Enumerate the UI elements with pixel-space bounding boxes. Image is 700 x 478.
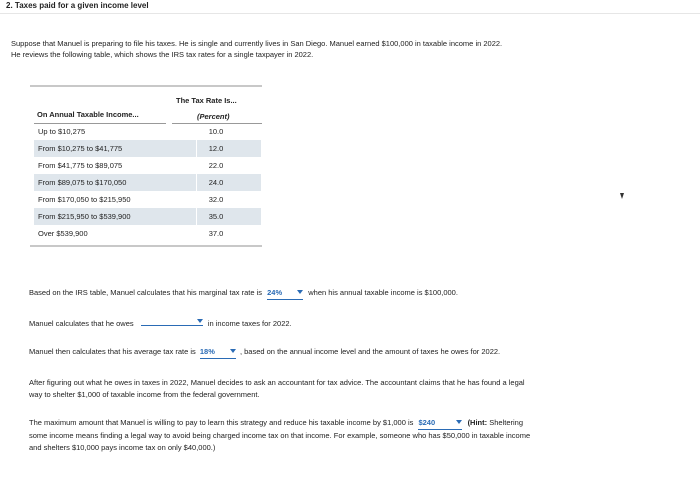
marginal-rate-selected: 24% <box>267 288 283 297</box>
willingness-to-pay-question <box>29 417 609 454</box>
q2-text-after: in income taxes for 2022. <box>207 319 292 328</box>
table-row <box>34 191 261 208</box>
tax-rate: 32.0 <box>208 195 224 204</box>
hint-label: (Hint: <box>467 418 488 427</box>
mouse-cursor-icon <box>620 193 624 199</box>
q1-text-after: when his annual taxable income is $100,000. <box>308 288 458 297</box>
income-range: Over $539,900 <box>38 229 88 238</box>
q3-text-before: Manuel then calculates that his average tax rate is <box>29 347 196 356</box>
table-row <box>34 174 261 191</box>
table-row <box>34 225 261 242</box>
q1-text-before: Based on the IRS table, Manuel calculates that his marginal tax rate is <box>29 288 263 297</box>
hint-line-3: and shelters $10,000 pays income tax on only $40,000.) <box>29 443 216 452</box>
marginal-rate-question <box>29 287 458 300</box>
table-top-rule <box>30 85 262 87</box>
column-divider <box>196 208 197 225</box>
average-rate-question <box>29 346 500 359</box>
average-rate-selected: 18% <box>199 347 215 356</box>
q3-text-after: , based on the annual income level and the amount of taxes he owes for 2022. <box>239 347 501 356</box>
tax-rate: 12.0 <box>208 144 224 153</box>
taxes-owed-dropdown[interactable] <box>141 316 203 326</box>
table-row <box>34 157 261 174</box>
intro-line-1: Suppose that Manuel is preparing to file his taxes. He is single and currently lives in San Diego. Manuel earned $100,000 in taxable income in 2022. <box>11 39 503 48</box>
chevron-down-icon <box>297 290 303 294</box>
tax-rate: 37.0 <box>208 229 224 238</box>
table-row <box>34 208 261 225</box>
tax-rate: 10.0 <box>208 127 224 136</box>
marginal-rate-dropdown[interactable] <box>267 287 303 300</box>
column-divider <box>196 174 197 191</box>
hint-text: Sheltering <box>489 418 524 427</box>
table-row <box>34 140 261 157</box>
chevron-down-icon <box>197 319 203 323</box>
chevron-down-icon <box>456 420 462 424</box>
income-column-header: On Annual Taxable Income... <box>37 110 139 119</box>
q2-text-before: Manuel calculates that he owes <box>29 319 134 328</box>
q5-text-before: The maximum amount that Manuel is willing to pay to learn this strategy and reduce his taxable income by $1,000 is <box>29 418 414 427</box>
tax-rate: 35.0 <box>208 212 224 221</box>
tax-rate: 22.0 <box>208 161 224 170</box>
income-range: From $170,050 to $215,950 <box>38 195 131 204</box>
accountant-paragraph <box>29 377 609 401</box>
willingness-to-pay-selected: $240 <box>418 418 436 427</box>
chevron-down-icon <box>230 349 236 353</box>
intro-line-2: He reviews the following table, which shows the IRS tax rates for a single taxpayer in 2022. <box>11 50 314 59</box>
accountant-line-2: way to shelter $1,000 of taxable income from the federal government. <box>29 390 260 399</box>
table-row <box>34 123 261 140</box>
income-range: From $10,275 to $41,775 <box>38 144 123 153</box>
rate-column-header: The Tax Rate Is... <box>176 96 237 105</box>
table-bottom-rule <box>30 245 262 247</box>
column-divider <box>196 140 197 157</box>
income-range: Up to $10,275 <box>38 127 86 136</box>
income-range: From $41,775 to $89,075 <box>38 161 123 170</box>
hint-line-2: some income means finding a legal way to avoid being charged income tax on that income. For example, someone who has $50,000 in taxable income <box>29 431 531 440</box>
willingness-to-pay-dropdown[interactable] <box>418 417 462 430</box>
tax-rate: 24.0 <box>208 178 224 187</box>
accountant-line-1: After figuring out what he owes in taxes in 2022, Manuel decides to ask an accountant for tax advice. The accountant claims that he has found a legal <box>29 378 525 387</box>
average-rate-dropdown[interactable] <box>200 346 236 359</box>
income-range: From $89,075 to $170,050 <box>38 178 127 187</box>
income-range: From $215,950 to $539,900 <box>38 212 131 221</box>
question-title: 2. Taxes paid for a given income level <box>6 1 149 10</box>
taxes-owed-question <box>29 316 292 330</box>
rate-column-unit: (Percent) <box>197 112 230 121</box>
intro-text <box>11 38 502 60</box>
